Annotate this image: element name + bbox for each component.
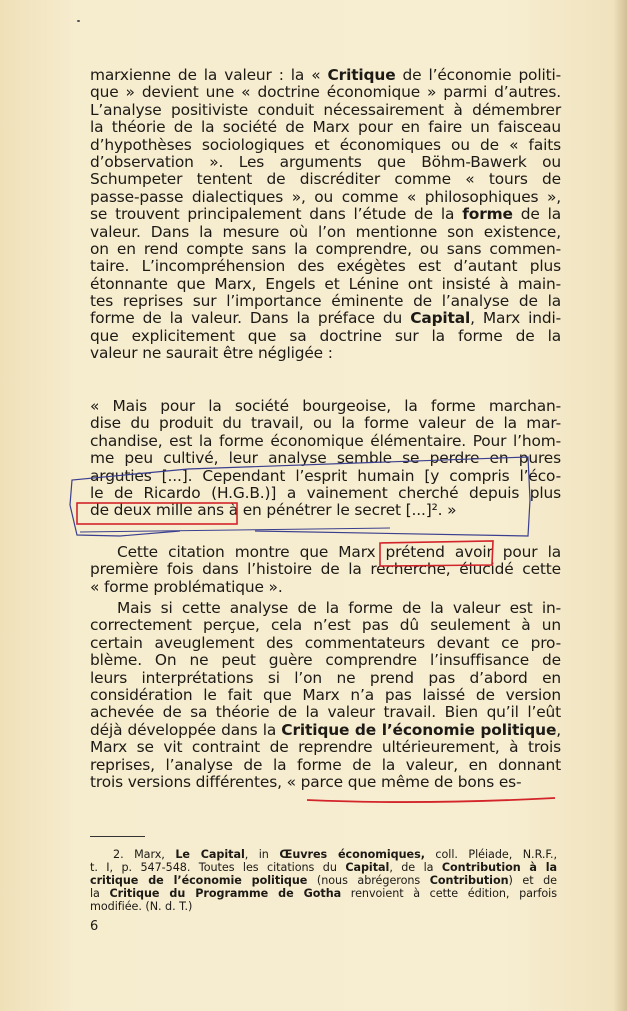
paragraph-2 [90,544,561,596]
paragraph3-line: blème. On ne peut guère comprendre l’insuffisance de [90,651,561,670]
page-gutter-shadow [613,0,627,1011]
footnote-line: modifiée. (N. d. T.) [90,900,193,913]
paragraph3-line: leurs interprétations si l’on ne prend pas d’abord en [90,668,561,687]
paragraph1-line: que » devient une « doctrine économique » parmi d’autres. [90,83,561,102]
footnote [90,848,557,913]
quote-line: me peu cultivé, leur analyse semble se perdre en pures [90,449,561,468]
paragraph-1 [90,67,561,363]
red-underline [307,798,555,802]
paragraph1-line: se trouvent principalement dans l’étude de la forme de la [90,205,561,224]
paragraph1-line: tes reprises sur l’importance éminente de l’analyse de la [90,292,561,311]
blue-pen-underline [80,528,390,532]
quote-line: dise du produit du travail, ou la forme valeur de la mar- [90,414,561,433]
footnote-line: critique de l’économie politique (nous abrégerons Contribution) et de [90,874,557,887]
paragraph3-line: achevée de sa théorie de la valeur travail. Bien qu’il l’eût [90,703,561,722]
footnote-line: 2. Marx, Le Capital, in Œuvres économiques, coll. Pléiade, N.R.F., [113,848,557,861]
paragraph1-line: passe-passe dialectiques », ou comme « philosophiques », [90,187,561,206]
paragraph3-line: déjà développée dans la Critique de l’économie politique, [90,720,561,739]
paragraph2-line: « forme problématique ». [90,577,283,596]
paragraph3-line: reprises, l’analyse de la forme de la valeur, en donnant [90,755,561,774]
quote-line: arguties [...]. Cependant l’esprit humain [y compris l’éco- [90,466,561,485]
footnote-rule [90,836,145,837]
paragraph3-line: Mais si cette analyse de la forme de la valeur est in- [117,599,561,617]
paragraph3-line: correctement perçue, cela n’est pas dû seulement à un [90,616,561,635]
quote-line: le de Ricardo (H.G.B.)] a vainement cherché depuis plus [90,483,561,502]
paragraph1-line: la théorie de la société de Marx pour en faire un faisceau [90,118,561,137]
quote-line: « Mais pour la société bourgeoise, la forme marchan- [90,397,561,415]
paragraph1-line: marxienne de la valeur : la « Critique de l’économie politi- [90,66,561,84]
paragraph3-line: considération le fait que Marx n’a pas laissé de version [90,685,561,704]
paper-speck [77,20,80,22]
paragraph1-line: d’hypothèses sociologiques et économiques ou de « faits [90,135,561,154]
paragraph1-line: que explicitement que sa doctrine sur la forme de la [90,326,561,345]
paragraph2-line: première fois dans l’histoire de la recherche, élucidé cette [90,560,561,579]
paragraph1-line: L’analyse positiviste conduit nécessairement à démembrer [90,100,561,119]
quote-line: chandise, est la forme économique élémentaire. Pour l’hom- [90,431,561,450]
paragraph1-line: taire. L’incompréhension des exégètes est d’autant plus [90,257,561,276]
paragraph2-line: Cette citation montre que Marx prétend avoir pour la [117,543,561,561]
paragraph3-line: certain aveuglement des commentateurs devant ce pro- [90,633,561,652]
footnote-line: la Critique du Programme de Gotha renvoient à cette édition, parfois [90,887,557,900]
footnote-line: t. I, p. 547-548. Toutes les citations du Capital, de la Contribution à la [90,861,557,874]
paragraph-3 [90,600,561,791]
page-number: 6 [90,919,99,934]
block-quote [90,398,561,520]
paragraph1-line: Schumpeter tentent de discréditer comme « tours de [90,170,561,189]
quote-line: de deux mille ans à en pénétrer le secret [...]². » [90,501,457,520]
paragraph1-line: valeur. Dans la mesure où l’on mentionne son existence, [90,222,561,241]
paragraph1-line: forme de la valeur. Dans la préface du Capital, Marx indi- [90,309,561,328]
paragraph3-line: Marx se vit contraint de reprendre ultérieurement, à trois [90,738,561,757]
paragraph3-line: trois versions différentes, « parce que même de bons es- [90,772,522,791]
paragraph1-line: on en rend compte sans la comprendre, ou sans commen- [90,239,561,258]
paragraph1-line: d’observation ». Les arguments que Böhm-Bawerk ou [90,152,561,171]
paragraph1-line: valeur ne saurait être négligée : [90,344,333,363]
paragraph1-line: étonnante que Marx, Engels et Lénine ont insisté à main- [90,274,561,293]
